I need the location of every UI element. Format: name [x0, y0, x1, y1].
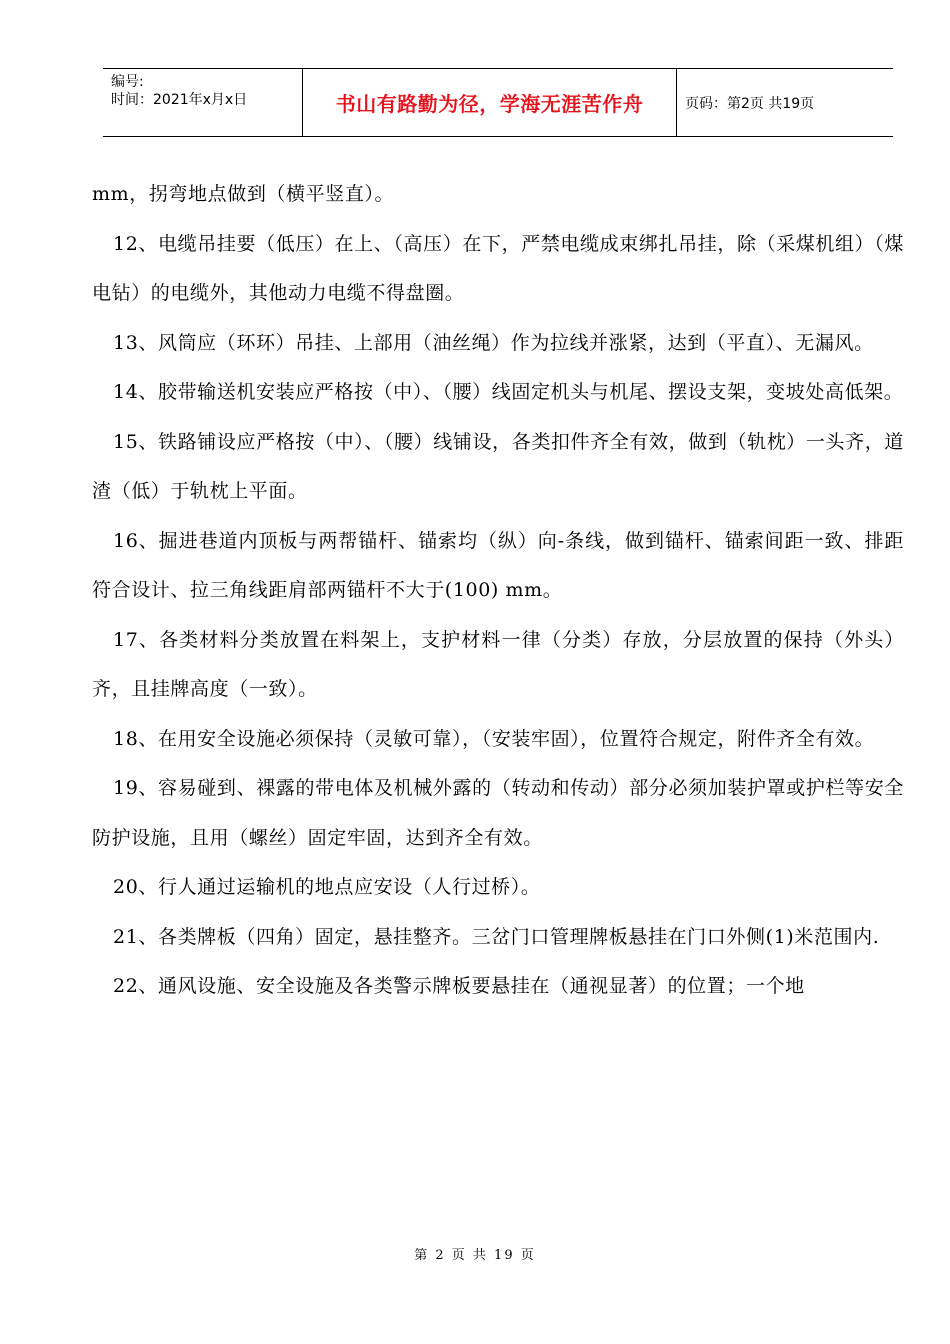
page-header: [103, 68, 893, 137]
paragraph-continuation: mm，拐弯地点做到（横平竖直）。: [92, 183, 395, 205]
paragraph-item-14: 14、胶带输送机安装应严格按（中）、（腰）线固定机头与机尾、摆设支架，变坡处高低架。: [113, 381, 904, 403]
paragraph-item-19: 19、容易碰到、裸露的带电体及机械外露的（转动和传动）部分必须加装护罩或护栏等安全防护设施，且用（螺丝）固定牢固，达到齐全有效。: [92, 777, 904, 849]
time-label: 时间：2021年x月x日: [111, 92, 248, 108]
paragraph-item-12: 12、电缆吊挂要（低压）在上、（高压）在下，严禁电缆成束绑扎吊挂，除（采煤机组）（煤电钻）的电缆外，其他动力电缆不得盘圈。: [92, 232, 904, 304]
header-page-info: 页码：第2页 共19页: [685, 95, 815, 112]
serial-number-label: 编号:: [111, 74, 144, 90]
page-footer: 第 2 页 共 19 页: [414, 1248, 536, 1263]
header-motto: 书山有路勤为径，学海无涯苦作舟: [303, 69, 677, 136]
paragraph-item-18: 18、在用安全设施必须保持（灵敏可靠），（安装牢固），位置符合规定，附件齐全有效。: [113, 727, 875, 750]
paragraph-item-15: 15、铁路铺设应严格按（中）、（腰）线铺设，各类扣件齐全有效，做到（轨枕）一头齐，道渣（低）于轨枕上平面。: [92, 430, 904, 502]
paragraph-item-22: 22、通风设施、安全设施及各类警示牌板要悬挂在（通视显著）的位置；一个地: [113, 975, 805, 997]
header-meta-cell: [103, 69, 303, 136]
paragraph-item-16: 16、掘进巷道内顶板与两帮锚杆、锚索均（纵）向-条线，做到锚杆、锚索间距一致、排距符合设计、拉三角线距肩部两锚杆不大于(100) mm。: [92, 529, 904, 601]
paragraph-item-20: 20、行人通过运输机的地点应安设（人行过桥）。: [113, 876, 541, 898]
paragraph-item-13: 13、风筒应（环环）吊挂、上部用（油丝绳）作为拉线并涨紧，达到（平直）、无漏风。: [113, 331, 874, 354]
paragraph-item-21: 21、各类牌板（四角）固定，悬挂整齐。三岔门口管理牌板悬挂在门口外侧(1)米范围内.: [113, 925, 880, 948]
document-body: [92, 170, 904, 1012]
paragraph-item-17: 17、各类材料分类放置在料架上，支护材料一律（分类）存放，分层放置的保持（外头）齐，且挂牌高度（一致）。: [92, 628, 904, 700]
